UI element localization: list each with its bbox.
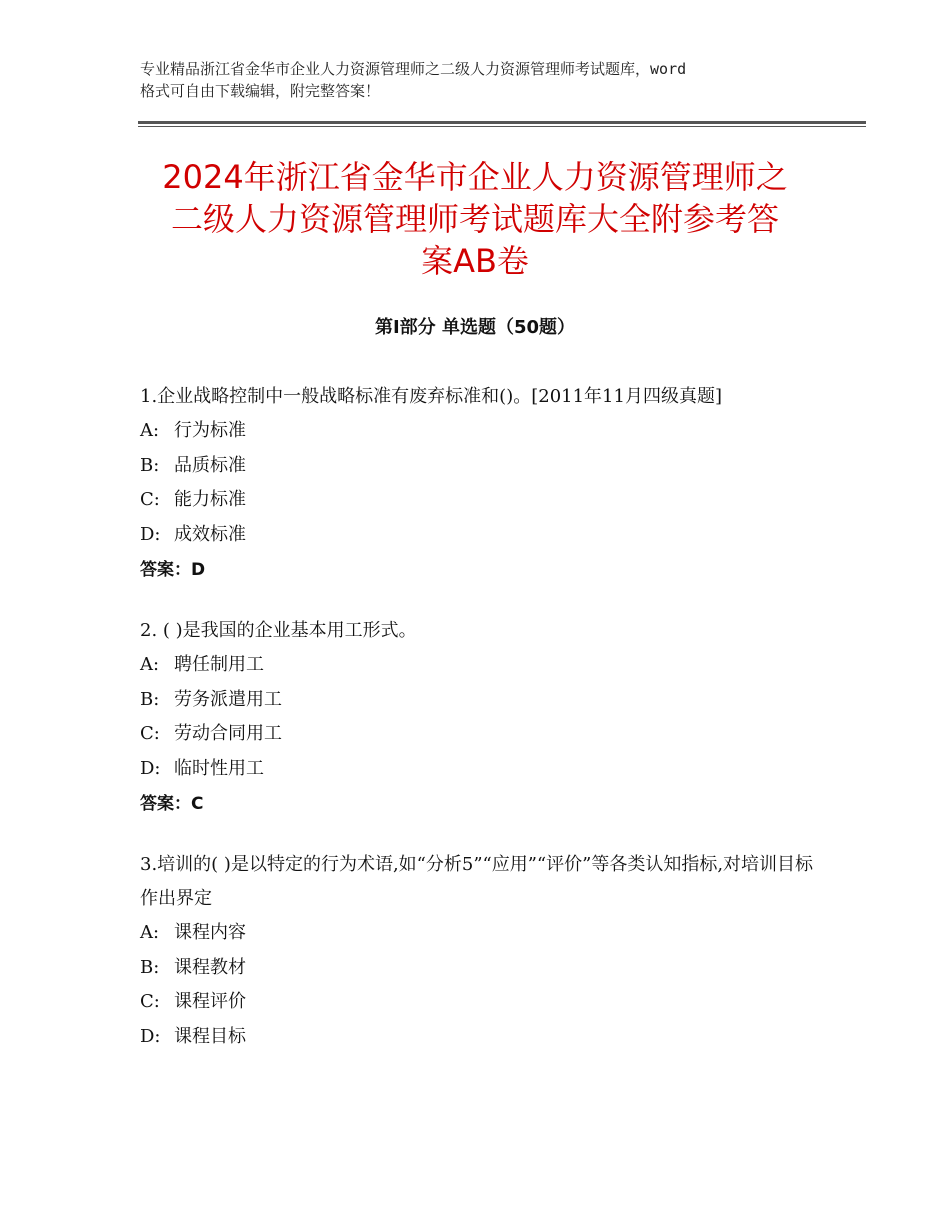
option-a (140, 916, 820, 951)
option-text: 成效标准 (174, 523, 246, 545)
header-note-line-1: 专业精品浙江省金华市企业人力资源管理师之二级人力资源管理师考试题库，word (140, 60, 687, 78)
header-rule-thin (138, 126, 866, 127)
option-d (140, 752, 820, 787)
option-c (140, 483, 820, 518)
question-3 (140, 848, 820, 1054)
option-a (140, 414, 820, 449)
question-list (140, 380, 820, 1080)
option-letter: B: (140, 454, 160, 476)
option-text: 临时性用工 (174, 757, 264, 779)
section-heading: 第Ⅰ部分 单选题（50题） (374, 317, 575, 338)
option-d (140, 518, 820, 553)
option-c (140, 717, 820, 752)
option-letter: D: (140, 523, 161, 545)
option-letter: B: (140, 956, 160, 978)
option-b (140, 951, 820, 986)
option-letter: C: (140, 723, 160, 744)
option-text: 行为标准 (174, 420, 246, 441)
option-a (140, 648, 820, 683)
title-line-2: 二级人力资源管理师考试题库大全附参考答 (170, 200, 779, 238)
title-line-1: 2024年浙江省金华市企业人力资源管理师之 (162, 158, 788, 196)
option-text: 课程评价 (174, 991, 246, 1012)
option-letter: A: (140, 420, 160, 441)
option-text: 能力标准 (174, 489, 246, 510)
option-letter: C: (140, 489, 160, 510)
question-1 (140, 380, 820, 588)
option-letter: B: (140, 688, 160, 710)
option-text: 课程教材 (174, 956, 246, 978)
answer-line: 答案：D (140, 560, 206, 580)
question-stem: 1.企业战略控制中一般战略标准有废弃标准和()。[2011年11月四级真题] (140, 386, 722, 407)
option-letter: A: (140, 654, 160, 675)
header-note (140, 58, 830, 102)
option-letter: D: (140, 757, 161, 779)
header-rule-thick (138, 121, 866, 124)
option-letter: A: (140, 922, 160, 943)
option-text: 课程内容 (174, 922, 246, 943)
option-d (140, 1020, 820, 1055)
option-text: 品质标准 (174, 454, 246, 476)
option-b (140, 683, 820, 718)
header-note-line-2: 格式可自由下载编辑，附完整答案！ (140, 82, 381, 100)
option-text: 劳务派遣用工 (174, 688, 282, 710)
option-letter: D: (140, 1025, 161, 1047)
option-letter: C: (140, 991, 160, 1012)
document-title (130, 156, 820, 282)
option-c (140, 985, 820, 1020)
option-text: 劳动合同用工 (174, 723, 282, 744)
option-text: 课程目标 (174, 1025, 246, 1047)
option-text: 聘任制用工 (174, 654, 264, 675)
question-2 (140, 614, 820, 822)
question-stem: 2. ( )是我国的企业基本用工形式。 (140, 620, 417, 641)
option-b (140, 449, 820, 484)
question-stem: 3.培训的( )是以特定的行为术语,如“分析5”“应用”“评价”等各类认知指标,对培训目标作出界定 (140, 854, 814, 909)
title-line-3: 案AB卷 (421, 242, 529, 280)
answer-line: 答案：C (140, 794, 204, 814)
